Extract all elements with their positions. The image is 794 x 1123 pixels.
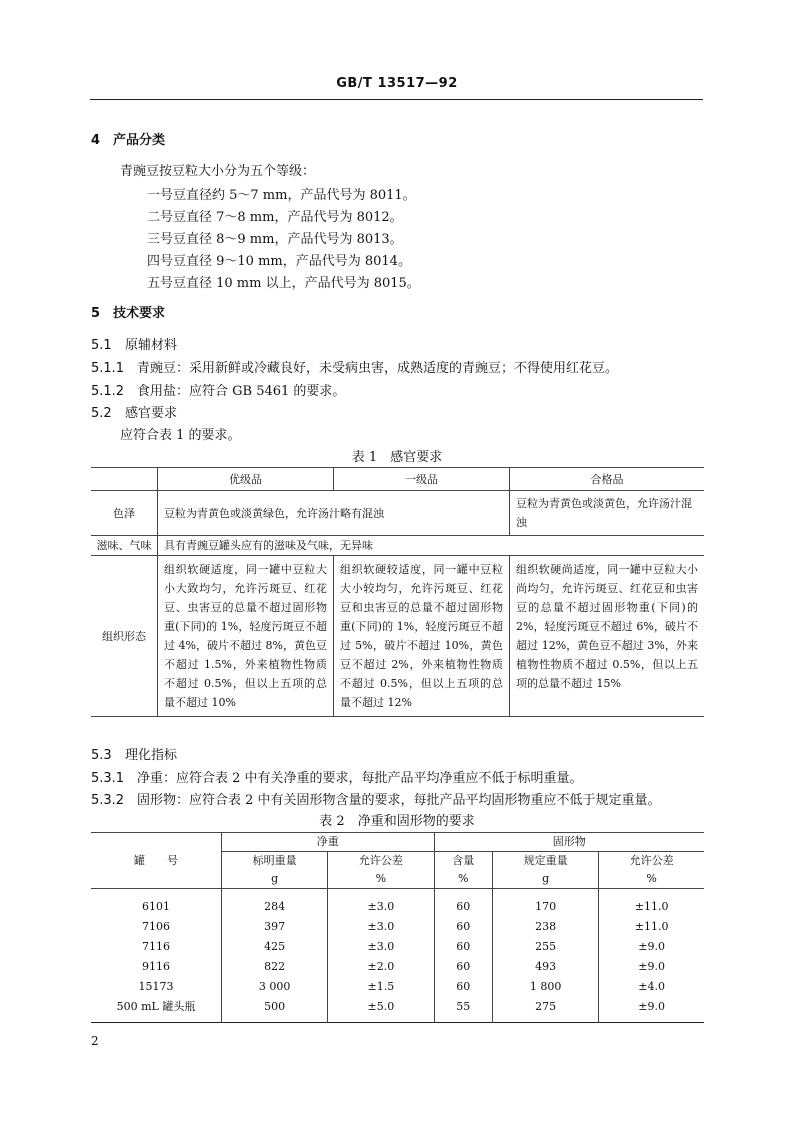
unit-labeled-weight: g — [222, 870, 328, 889]
table-header-row — [91, 468, 704, 491]
row-label-texture: 组织形态 — [91, 556, 158, 717]
table-row: 7116 425 ±3.0 60 255 ±9.0 — [91, 937, 704, 957]
grade-1: 一号豆直径约 5～7 mm，产品代号为 8011。 — [147, 188, 416, 203]
grade-4: 四号豆直径 9～10 mm，产品代号为 8014。 — [147, 254, 411, 269]
section-4-heading: 产品分类 — [113, 133, 166, 148]
header-content: 含量 — [434, 852, 493, 871]
clause-5-3-1: 5.3.1 净重：应符合表 2 中有关净重的要求，每批产品平均净重应不低于标明重量。 — [91, 771, 583, 786]
section-4-intro: 青豌豆按豆粒大小分为五个等级： — [120, 164, 316, 179]
color-pass: 豆粒为青黄色或淡黄色，允许汤汁混浊 — [510, 491, 705, 536]
table-row-texture — [91, 556, 704, 717]
grade-2: 二号豆直径 7～8 mm，产品代号为 8012。 — [147, 210, 403, 225]
grade-3: 三号豆直径 8～9 mm，产品代号为 8013。 — [147, 232, 403, 247]
texture-premium: 组织软硬适度，同一罐中豆粒大小大致均匀，允许污斑豆、红花豆、虫害豆的总量不超过固形物重(下同)的 1%，轻度污斑豆不超过 4%，破片不超过 8%，黄色豆不超过 1.5%，外来植物性物质不超过 0.5%，但以上五项的总量不超过 10% — [158, 556, 334, 717]
header-net-weight: 净重 — [222, 833, 435, 852]
row-label-taste: 滋味、气味 — [91, 536, 158, 556]
section-5-heading: 技术要求 — [113, 306, 166, 321]
grade-5: 五号豆直径 10 mm 以上，产品代号为 8015。 — [147, 276, 420, 291]
table-row: 15173 3 000 ±1.5 60 1 800 ±4.0 — [91, 977, 704, 997]
clause-5-3-2: 5.3.2 固形物：应符合表 2 中有关固形物含量的要求，每批产品平均固形物重应不低于规定重量。 — [91, 793, 661, 808]
section-4-number: 4 — [91, 133, 101, 148]
clause-5-1-2: 5.1.2 食用盐：应符合 GB 5461 的要求。 — [91, 384, 346, 399]
table-row: 6101 284 ±3.0 60 170 ±11.0 — [91, 889, 704, 918]
unit-net-tolerance: % — [328, 870, 434, 889]
color-premium-first: 豆粒为青黄色或淡黄绿色，允许汤汁略有混浊 — [158, 491, 510, 536]
section-5-title — [91, 302, 165, 321]
section-5-number: 5 — [91, 306, 101, 321]
header-premium: 优级品 — [158, 468, 334, 491]
unit-solid-tolerance: % — [599, 870, 704, 889]
header-cell-blank — [91, 468, 158, 491]
page-number: 2 — [91, 1034, 99, 1048]
texture-first: 组织软硬较适度，同一罐中豆粒大小较均匀，允许污斑豆、红花豆和虫害豆的总量不超过固形物重(下同)的 1%，轻度污斑豆不超过 5%，破片不超过 10%，黄色豆不超过 2%，外来植物性物质不超过 0.5%，但以上五项的总量不超过 12% — [334, 556, 510, 717]
clause-5-1-1: 5.1.1 青豌豆：采用新鲜或冷藏良好，未受病虫害，成熟适度的青豌豆；不得使用红花豆。 — [91, 361, 619, 376]
net-weight-table — [91, 832, 704, 1023]
row-label-color: 色泽 — [91, 491, 158, 536]
standard-code: GB/T 13517—92 — [336, 76, 458, 91]
header-rule — [90, 99, 703, 100]
unit-content: % — [434, 870, 493, 889]
header-first: 一级品 — [334, 468, 510, 491]
header-labeled-weight: 标明重量 — [222, 852, 328, 871]
table-row-color — [91, 491, 704, 536]
header-solid-tolerance: 允许公差 — [599, 852, 704, 871]
unit-specified-weight: g — [493, 870, 599, 889]
sensory-table — [91, 467, 704, 717]
header-can-number: 罐 号 — [91, 833, 222, 889]
section-4-title — [91, 129, 165, 148]
table-row: 9116 822 ±2.0 60 493 ±9.0 — [91, 957, 704, 977]
header-specified-weight: 规定重量 — [493, 852, 599, 871]
table-1-caption: 表 1 感官要求 — [351, 450, 443, 465]
texture-pass: 组织软硬尚适度，同一罐中豆粒大小尚均匀，允许污斑豆、红花豆和虫害豆的总量不超过固形物重(下同)的 2%，轻度污斑豆不超过 6%，破片不超过 12%，黄色豆不超过 3%，外来植物性物质不超过 0.5%，但以上五项的总量不超过 15% — [510, 556, 705, 717]
table-row: 7106 397 ±3.0 60 238 ±11.0 — [91, 917, 704, 937]
clause-5-1: 5.1 原辅材料 — [91, 338, 178, 353]
clause-5-2-body: 应符合表 1 的要求。 — [120, 428, 241, 443]
taste-all: 具有青豌豆罐头应有的滋味及气味，无异味 — [158, 536, 705, 556]
table-row-taste — [91, 536, 704, 556]
clause-5-3: 5.3 理化指标 — [91, 748, 178, 763]
table-row: 500 mL 罐头瓶 500 ±5.0 55 275 ±9.0 — [91, 997, 704, 1023]
header-pass: 合格品 — [510, 468, 705, 491]
header-solids: 固形物 — [434, 833, 704, 852]
table-group-row — [91, 833, 704, 852]
clause-5-2: 5.2 感官要求 — [91, 406, 178, 421]
table-2-caption: 表 2 净重和固形物的要求 — [319, 814, 475, 829]
header-net-tolerance: 允许公差 — [328, 852, 434, 871]
